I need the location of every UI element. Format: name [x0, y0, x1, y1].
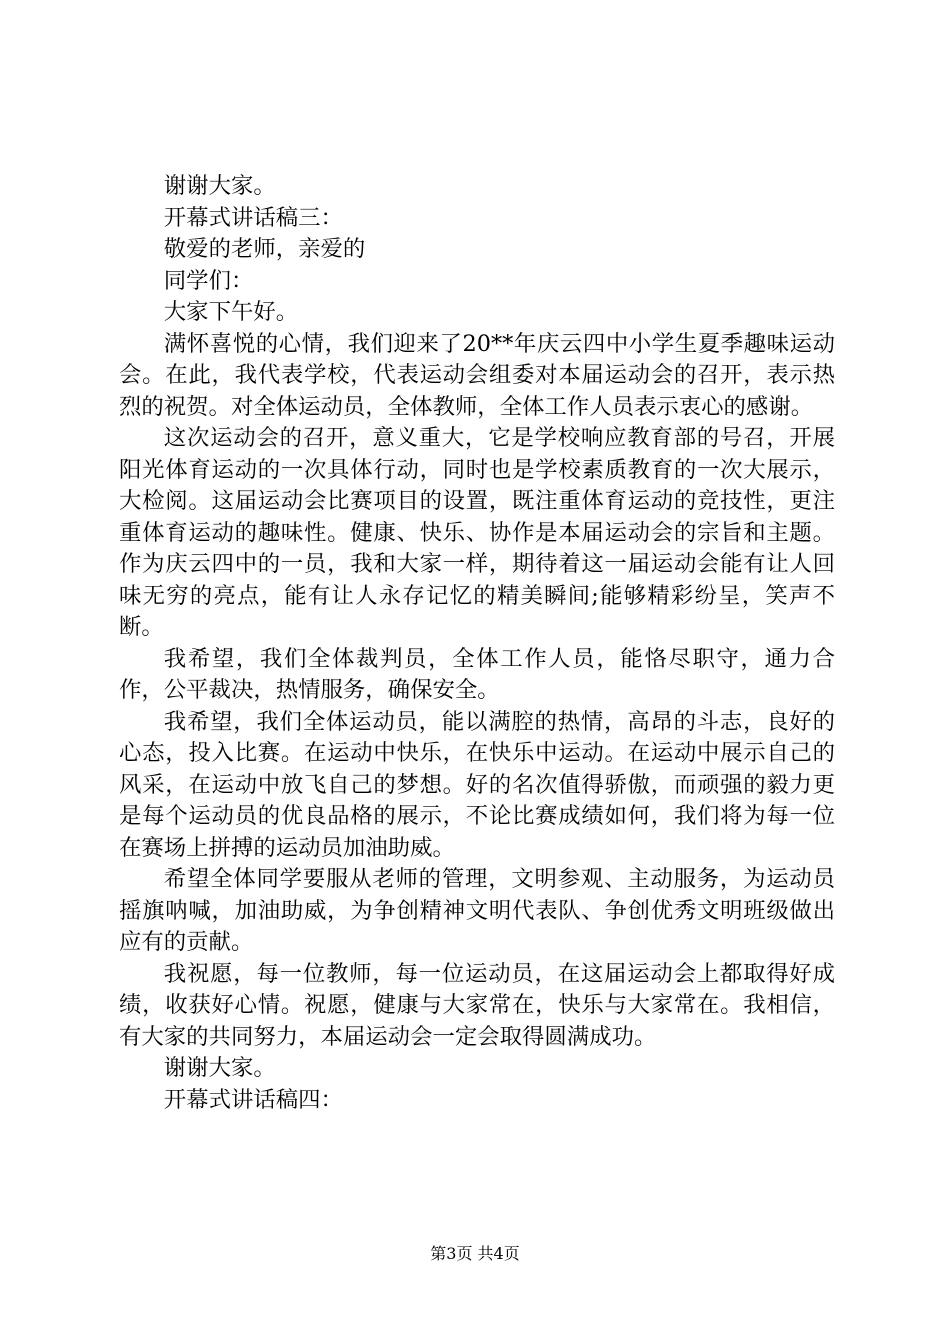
- document-body: [119, 171, 835, 1116]
- body-paragraph: 我祝愿，每一位教师，每一位运动员，在这届运动会上都取得好成绩，收获好心情。祝愿，健康与大家常在，快乐与大家常在。我相信，有大家的共同努力，本届运动会一定会取得圆满成功。: [119, 960, 835, 1050]
- greeting-paragraph: 大家下午好。: [163, 299, 299, 325]
- body-paragraph: 这次运动会的召开，意义重大，它是学校响应教育部的号召，开展阳光体育运动的一次具体行动，同时也是学校素质教育的一次大展示，大检阅。这届运动会比赛项目的设置，既注重体育运动的竞技性，更注重体育运动的趣味性。健康、快乐、协作是本届运动会的宗旨和主题。作为庆云四中的一员，我和大家一样，期待着这一届运动会能有让人回味无穷的亮点，能有让人永存记忆的精美瞬间;能够精彩纷呈，笑声不断。: [119, 425, 835, 640]
- closing-thanks-paragraph: 谢谢大家。: [163, 173, 276, 199]
- section-heading-speech-4: 开幕式讲话稿四：: [163, 1086, 343, 1113]
- page-number-footer: 第3页 共4页: [430, 1244, 520, 1263]
- salutation-line-1: 敬爱的老师，亲爱的: [163, 236, 366, 262]
- section-heading-speech-3: 开幕式讲话稿三：: [163, 204, 343, 231]
- body-paragraph: 我希望，我们全体裁判员，全体工作人员，能恪尽职守，通力合作，公平裁决，热情服务，确保安全。: [119, 645, 835, 703]
- body-paragraph: 希望全体同学要服从老师的管理，文明参观、主动服务，为运动员摇旗呐喊，加油助威，为争创精神文明代表队、争创优秀文明班级做出应有的贡献。: [119, 866, 835, 955]
- body-paragraph: 我希望，我们全体运动员，能以满腔的热情，高昂的斗志，良好的心态，投入比赛。在运动中快乐，在快乐中运动。在运动中展示自己的风采，在运动中放飞自己的梦想。好的名次值得骄傲，而顽强的毅力更是每个运动员的优良品格的展示，不论比赛成绩如何，我们将为每一位在赛场上拼搏的运动员加油助威。: [119, 708, 835, 861]
- body-paragraph: 满怀喜悦的心情，我们迎来了20**年庆云四中小学生夏季趣味运动会。在此，我代表学校，代表运动会组委对本届运动会的召开，表示热烈的祝贺。对全体运动员，全体教师，全体工作人员表示衷心的感谢。: [119, 330, 835, 420]
- closing-thanks-paragraph: 谢谢大家。: [163, 1055, 276, 1081]
- salutation-line-2: 同学们：: [163, 267, 254, 294]
